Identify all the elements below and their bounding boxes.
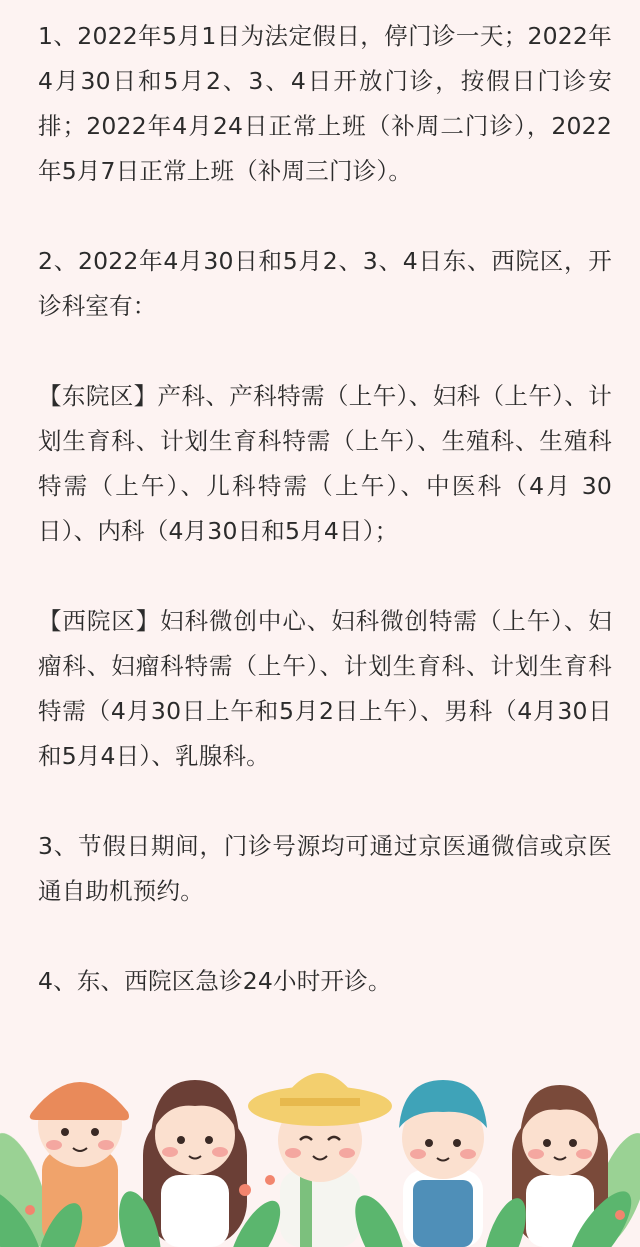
child-blue-cap bbox=[399, 1080, 487, 1247]
notice-body bbox=[38, 14, 612, 1049]
child-long-hair bbox=[143, 1080, 247, 1247]
notice-paragraph-4: 4、东、西院区急诊24小时开诊。 bbox=[38, 967, 392, 995]
notice-paragraph-1: 1、2022年5月1日为法定假日，停门诊一天；2022年4月30日和5月2、3、4日开放门诊，按假日门诊安排；2022年4月24日正常上班（补周二门诊），2022年5月7日正常上班（补周三门诊）。 bbox=[38, 22, 612, 185]
notice-paragraph-east-campus: 【东院区】产科、产科特需（上午）、妇科（上午）、计划生育科、计划生育科特需（上午）、生殖科、生殖科特需（上午）、儿科特需（上午）、中医科（4月 30日）、内科（4月30日和5月4日）； bbox=[38, 382, 612, 545]
notice-paragraph-west-campus: 【西院区】妇科微创中心、妇科微创特需（上午）、妇瘤科、妇瘤科特需（上午）、计划生育科、计划生育科特需（4月30日上午和5月2日上午）、男科（4月30日和5月4日）、乳腺科。 bbox=[38, 607, 612, 770]
notice-paragraph-2: 2、2022年4月30日和5月2、3、4日东、西院区，开诊科室有： bbox=[38, 247, 612, 320]
notice-paragraph-3: 3、节假日期间，门诊号源均可通过京医通微信或京医通自助机预约。 bbox=[38, 832, 612, 905]
children-illustration bbox=[0, 1040, 640, 1247]
